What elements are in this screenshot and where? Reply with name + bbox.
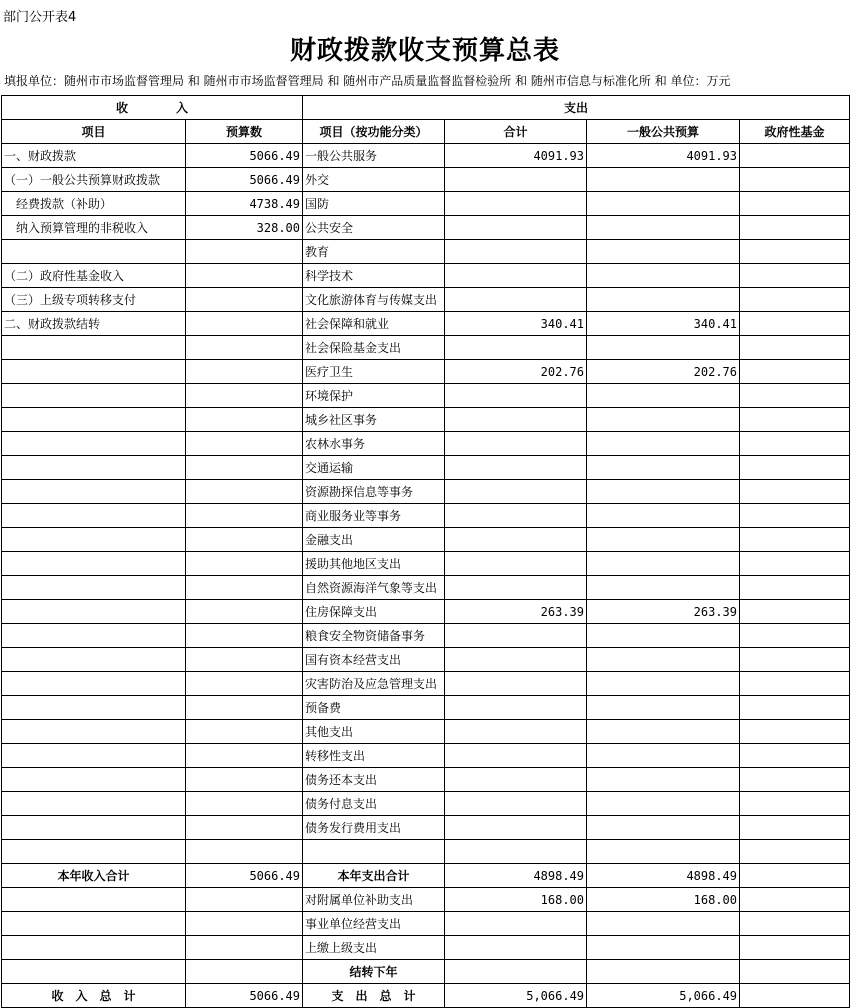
income-item-cell (2, 336, 186, 360)
column-header-row (2, 120, 850, 144)
table-row (2, 648, 850, 672)
col-header-expense-item: 项目（按功能分类） (303, 120, 445, 144)
general-budget-cell (587, 240, 740, 264)
col-header-budget-amount: 预算数 (186, 120, 303, 144)
table-row (2, 216, 850, 240)
expense-item-cell: 其他支出 (303, 720, 445, 744)
general-budget-cell (587, 432, 740, 456)
total-cell (445, 168, 587, 192)
income-item-cell (2, 624, 186, 648)
table-row (2, 576, 850, 600)
table-row (2, 336, 850, 360)
expense-item-cell: 环境保护 (303, 384, 445, 408)
income-item-cell (2, 648, 186, 672)
expense-item-cell: 本年支出合计 (303, 864, 445, 888)
gov-fund-cell (740, 672, 850, 696)
total-cell (445, 576, 587, 600)
general-budget-cell (587, 528, 740, 552)
table-row (2, 912, 850, 936)
income-item-cell (2, 480, 186, 504)
budget-amount-cell (186, 696, 303, 720)
page-title: 财政拨款收支预算总表 (289, 36, 560, 66)
gov-fund-cell (740, 432, 850, 456)
budget-amount-cell (186, 552, 303, 576)
income-item-cell (2, 912, 186, 936)
total-cell (445, 912, 587, 936)
table-row (2, 600, 850, 624)
gov-fund-cell (740, 888, 850, 912)
income-item-cell (2, 552, 186, 576)
table-row (2, 744, 850, 768)
gov-fund-cell (740, 168, 850, 192)
budget-amount-cell (186, 840, 303, 864)
total-cell (445, 792, 587, 816)
budget-amount-cell (186, 408, 303, 432)
table-row (2, 552, 850, 576)
income-item-cell: （三）上级专项转移支付 (2, 288, 186, 312)
income-item-cell (2, 936, 186, 960)
gov-fund-cell (740, 936, 850, 960)
total-cell (445, 528, 587, 552)
gov-fund-cell (740, 744, 850, 768)
general-budget-cell (587, 264, 740, 288)
total-cell (445, 672, 587, 696)
total-cell (445, 744, 587, 768)
income-item-cell: 二、财政拨款结转 (2, 312, 186, 336)
table-row (2, 144, 850, 168)
budget-amount-cell (186, 336, 303, 360)
general-budget-cell (587, 552, 740, 576)
general-budget-cell (587, 624, 740, 648)
expense-item-cell: 农林水事务 (303, 432, 445, 456)
income-item-cell (2, 720, 186, 744)
expense-item-cell: 粮食安全物资储备事务 (303, 624, 445, 648)
expense-item-cell: 自然资源海洋气象等支出 (303, 576, 445, 600)
col-header-income-item: 项目 (2, 120, 186, 144)
gov-fund-cell (740, 912, 850, 936)
gov-fund-cell (740, 336, 850, 360)
general-budget-cell: 4091.93 (587, 144, 740, 168)
budget-amount-cell (186, 288, 303, 312)
general-budget-cell (587, 168, 740, 192)
total-cell (445, 192, 587, 216)
gov-fund-cell (740, 720, 850, 744)
expense-item-cell: 对附属单位补助支出 (303, 888, 445, 912)
expense-item-cell: 住房保障支出 (303, 600, 445, 624)
table-row (2, 888, 850, 912)
table-row (2, 816, 850, 840)
budget-amount-cell (186, 960, 303, 984)
table-row (2, 792, 850, 816)
budget-amount-cell: 5066.49 (186, 144, 303, 168)
expense-item-cell: 灾害防治及应急管理支出 (303, 672, 445, 696)
expense-item-cell: 债务发行费用支出 (303, 816, 445, 840)
total-cell (445, 936, 587, 960)
income-group-header: 收 入 (2, 96, 303, 120)
table-row (2, 480, 850, 504)
total-cell: 4898.49 (445, 864, 587, 888)
expense-item-cell: 城乡社区事务 (303, 408, 445, 432)
general-budget-cell: 168.00 (587, 888, 740, 912)
income-item-cell (2, 528, 186, 552)
table-row (2, 720, 850, 744)
general-budget-cell (587, 744, 740, 768)
gov-fund-cell (740, 240, 850, 264)
budget-amount-cell (186, 768, 303, 792)
income-item-cell (2, 408, 186, 432)
income-item-cell (2, 744, 186, 768)
gov-fund-cell (740, 504, 850, 528)
expense-item-cell: 交通运输 (303, 456, 445, 480)
budget-amount-cell (186, 936, 303, 960)
gov-fund-cell (740, 600, 850, 624)
general-budget-cell (587, 408, 740, 432)
general-budget-cell: 4898.49 (587, 864, 740, 888)
expense-item-cell: 外交 (303, 168, 445, 192)
income-item-cell (2, 672, 186, 696)
total-cell: 168.00 (445, 888, 587, 912)
table-row (2, 456, 850, 480)
expense-item-cell: 社会保险基金支出 (303, 336, 445, 360)
general-budget-cell (587, 384, 740, 408)
income-item-cell (2, 240, 186, 264)
expense-item-cell: 援助其他地区支出 (303, 552, 445, 576)
income-item-cell: 纳入预算管理的非税收入 (2, 216, 186, 240)
filing-unit-line: 填报单位：随州市市场监督管理局 和 随州市市场监督管理局 和 随州市产品质量监督监督检验所 和 随州市信息与标准化所 和 单位：万元 (4, 74, 731, 88)
budget-amount-cell (186, 600, 303, 624)
budget-amount-cell: 5066.49 (186, 984, 303, 1008)
expense-item-cell: 支 出 总 计 (303, 984, 445, 1008)
general-budget-cell (587, 912, 740, 936)
expense-item-cell: 商业服务业等事务 (303, 504, 445, 528)
income-item-cell (2, 504, 186, 528)
general-budget-cell (587, 216, 740, 240)
table-row (2, 864, 850, 888)
expense-item-cell: 文化旅游体育与传媒支出 (303, 288, 445, 312)
total-cell (445, 504, 587, 528)
gov-fund-cell (740, 576, 850, 600)
total-cell (445, 456, 587, 480)
budget-amount-cell: 328.00 (186, 216, 303, 240)
table-row (2, 840, 850, 864)
income-item-cell (2, 768, 186, 792)
gov-fund-cell (740, 864, 850, 888)
income-item-cell (2, 576, 186, 600)
total-cell (445, 696, 587, 720)
income-item-cell: 本年收入合计 (2, 864, 186, 888)
table-row (2, 960, 850, 984)
budget-amount-cell (186, 576, 303, 600)
expense-item-cell: 资源勘探信息等事务 (303, 480, 445, 504)
income-item-cell (2, 840, 186, 864)
total-cell (445, 960, 587, 984)
table-row (2, 384, 850, 408)
gov-fund-cell (740, 384, 850, 408)
gov-fund-cell (740, 816, 850, 840)
expense-item-cell: 公共安全 (303, 216, 445, 240)
income-item-cell (2, 888, 186, 912)
income-item-cell: （二）政府性基金收入 (2, 264, 186, 288)
table-row (2, 528, 850, 552)
budget-amount-cell (186, 672, 303, 696)
gov-fund-cell (740, 408, 850, 432)
general-budget-cell (587, 576, 740, 600)
expense-item-cell: 国有资本经营支出 (303, 648, 445, 672)
gov-fund-cell (740, 264, 850, 288)
general-budget-cell: 5,066.49 (587, 984, 740, 1008)
income-item-cell (2, 792, 186, 816)
total-cell (445, 240, 587, 264)
table-row (2, 288, 850, 312)
table-body (2, 144, 850, 1008)
budget-table (1, 95, 850, 1008)
income-item-cell (2, 432, 186, 456)
expense-item-cell: 转移性支出 (303, 744, 445, 768)
gov-fund-cell (740, 480, 850, 504)
total-cell: 4091.93 (445, 144, 587, 168)
general-budget-cell (587, 648, 740, 672)
gov-fund-cell (740, 216, 850, 240)
general-budget-cell (587, 720, 740, 744)
budget-amount-cell (186, 912, 303, 936)
budget-amount-cell (186, 648, 303, 672)
budget-amount-cell (186, 240, 303, 264)
budget-amount-cell (186, 432, 303, 456)
total-cell (445, 720, 587, 744)
expense-item-cell: 上缴上级支出 (303, 936, 445, 960)
gov-fund-cell (740, 312, 850, 336)
total-cell (445, 768, 587, 792)
income-item-cell: 经费拨款（补助） (2, 192, 186, 216)
income-item-cell (2, 600, 186, 624)
table-row (2, 168, 850, 192)
col-header-general-budget: 一般公共预算 (587, 120, 740, 144)
col-header-total: 合计 (445, 120, 587, 144)
table-row (2, 360, 850, 384)
gov-fund-cell (740, 144, 850, 168)
table-row (2, 984, 850, 1008)
gov-fund-cell (740, 192, 850, 216)
table-row (2, 504, 850, 528)
table-row (2, 936, 850, 960)
general-budget-cell (587, 456, 740, 480)
total-cell (445, 384, 587, 408)
budget-amount-cell (186, 888, 303, 912)
table-row (2, 768, 850, 792)
income-item-cell: 收 入 总 计 (2, 984, 186, 1008)
gov-fund-cell (740, 696, 850, 720)
table-row (2, 624, 850, 648)
gov-fund-cell (740, 456, 850, 480)
gov-fund-cell (740, 552, 850, 576)
budget-amount-cell (186, 312, 303, 336)
income-item-cell (2, 696, 186, 720)
general-budget-cell (587, 696, 740, 720)
total-cell (445, 264, 587, 288)
expense-item-cell: 结转下年 (303, 960, 445, 984)
gov-fund-cell (740, 840, 850, 864)
budget-amount-cell (186, 480, 303, 504)
budget-amount-cell (186, 816, 303, 840)
income-item-cell (2, 960, 186, 984)
expense-item-cell: 债务还本支出 (303, 768, 445, 792)
table-row (2, 408, 850, 432)
expense-item-cell: 债务付息支出 (303, 792, 445, 816)
budget-amount-cell (186, 360, 303, 384)
gov-fund-cell (740, 768, 850, 792)
budget-amount-cell (186, 384, 303, 408)
budget-amount-cell: 5066.49 (186, 168, 303, 192)
total-cell (445, 648, 587, 672)
budget-amount-cell (186, 528, 303, 552)
total-cell (445, 216, 587, 240)
general-budget-cell (587, 792, 740, 816)
budget-amount-cell (186, 264, 303, 288)
general-budget-cell (587, 840, 740, 864)
gov-fund-cell (740, 360, 850, 384)
general-budget-cell: 202.76 (587, 360, 740, 384)
table-row (2, 672, 850, 696)
budget-amount-cell (186, 624, 303, 648)
table-row (2, 312, 850, 336)
general-budget-cell (587, 960, 740, 984)
general-budget-cell (587, 480, 740, 504)
table-row (2, 240, 850, 264)
table-row (2, 192, 850, 216)
total-cell (445, 408, 587, 432)
total-cell: 340.41 (445, 312, 587, 336)
income-item-cell (2, 360, 186, 384)
income-item-cell: （一）一般公共预算财政拨款 (2, 168, 186, 192)
general-budget-cell (587, 504, 740, 528)
gov-fund-cell (740, 984, 850, 1008)
expense-item-cell: 社会保障和就业 (303, 312, 445, 336)
total-cell: 202.76 (445, 360, 587, 384)
expense-item-cell: 事业单位经营支出 (303, 912, 445, 936)
gov-fund-cell (740, 648, 850, 672)
table-number: 部门公开表4 (3, 10, 77, 25)
general-budget-cell (587, 768, 740, 792)
expense-item-cell: 教育 (303, 240, 445, 264)
budget-amount-cell (186, 456, 303, 480)
total-cell (445, 288, 587, 312)
budget-amount-cell (186, 744, 303, 768)
budget-amount-cell (186, 792, 303, 816)
budget-amount-cell (186, 720, 303, 744)
total-cell (445, 552, 587, 576)
table-row (2, 696, 850, 720)
general-budget-cell (587, 192, 740, 216)
expense-item-cell: 金融支出 (303, 528, 445, 552)
expense-item-cell (303, 840, 445, 864)
budget-amount-cell: 4738.49 (186, 192, 303, 216)
total-cell (445, 336, 587, 360)
expense-group-header: 支出 (303, 96, 850, 120)
expense-item-cell: 科学技术 (303, 264, 445, 288)
col-header-gov-fund: 政府性基金 (740, 120, 850, 144)
general-budget-cell (587, 936, 740, 960)
total-cell (445, 816, 587, 840)
general-budget-cell (587, 816, 740, 840)
gov-fund-cell (740, 288, 850, 312)
budget-amount-cell (186, 504, 303, 528)
income-item-cell (2, 456, 186, 480)
budget-amount-cell: 5066.49 (186, 864, 303, 888)
total-cell: 5,066.49 (445, 984, 587, 1008)
expense-item-cell: 医疗卫生 (303, 360, 445, 384)
gov-fund-cell (740, 528, 850, 552)
total-cell (445, 432, 587, 456)
total-cell: 263.39 (445, 600, 587, 624)
group-header-row (2, 96, 850, 120)
gov-fund-cell (740, 960, 850, 984)
table-row (2, 432, 850, 456)
gov-fund-cell (740, 624, 850, 648)
general-budget-cell (587, 288, 740, 312)
income-item-cell (2, 816, 186, 840)
income-item-cell: 一、财政拨款 (2, 144, 186, 168)
general-budget-cell (587, 336, 740, 360)
total-cell (445, 480, 587, 504)
total-cell (445, 624, 587, 648)
expense-item-cell: 国防 (303, 192, 445, 216)
general-budget-cell: 263.39 (587, 600, 740, 624)
income-item-cell (2, 384, 186, 408)
table-row (2, 264, 850, 288)
gov-fund-cell (740, 792, 850, 816)
general-budget-cell (587, 672, 740, 696)
expense-item-cell: 一般公共服务 (303, 144, 445, 168)
general-budget-cell: 340.41 (587, 312, 740, 336)
total-cell (445, 840, 587, 864)
expense-item-cell: 预备费 (303, 696, 445, 720)
